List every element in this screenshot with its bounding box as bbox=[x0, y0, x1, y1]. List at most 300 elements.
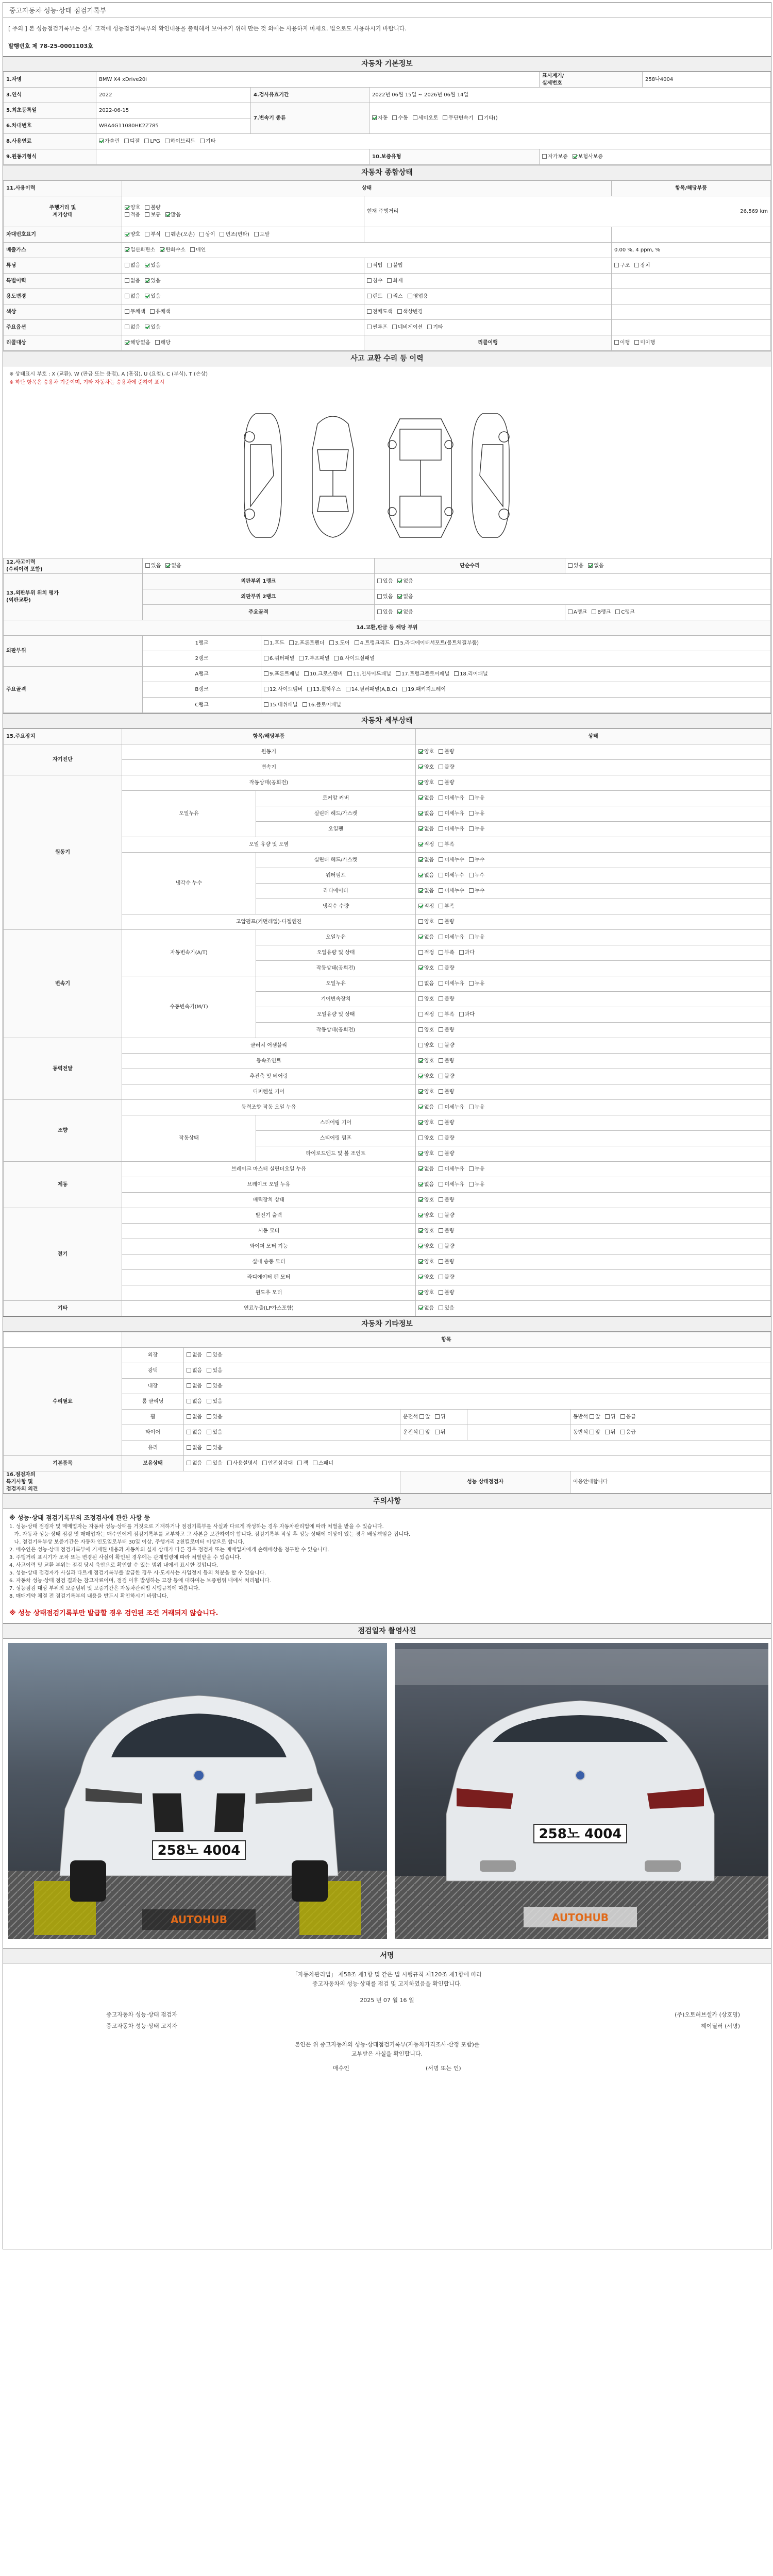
checkbox-option[interactable] bbox=[590, 1414, 600, 1421]
checkbox-option[interactable] bbox=[469, 826, 484, 833]
checkbox-option[interactable] bbox=[443, 115, 473, 122]
checkbox-option[interactable] bbox=[155, 340, 171, 347]
checkbox-option[interactable] bbox=[418, 1104, 434, 1111]
checkbox-icon[interactable] bbox=[419, 1414, 424, 1419]
checkbox-option[interactable] bbox=[418, 1135, 434, 1142]
checkbox-icon[interactable] bbox=[469, 795, 474, 800]
checkbox-option[interactable] bbox=[187, 1460, 202, 1467]
checkbox-icon[interactable] bbox=[402, 687, 407, 691]
checkbox-icon[interactable] bbox=[439, 780, 443, 785]
checkbox-option[interactable] bbox=[588, 563, 603, 570]
checkbox-icon[interactable] bbox=[418, 1074, 423, 1078]
checkbox-option[interactable] bbox=[469, 872, 484, 879]
checkbox-icon[interactable] bbox=[469, 888, 474, 893]
checkbox-icon[interactable] bbox=[418, 1012, 423, 1016]
checkbox-icon[interactable] bbox=[367, 294, 372, 298]
checkbox-option[interactable] bbox=[187, 1414, 202, 1421]
checkbox-option[interactable] bbox=[377, 609, 393, 616]
checkbox-option[interactable] bbox=[439, 795, 464, 802]
checkbox-icon[interactable] bbox=[605, 1430, 610, 1434]
checkbox-option[interactable] bbox=[392, 324, 423, 331]
checkbox-icon[interactable] bbox=[439, 904, 443, 908]
checkbox-icon[interactable] bbox=[303, 702, 307, 707]
checkbox-option[interactable] bbox=[394, 640, 479, 647]
checkbox-icon[interactable] bbox=[313, 1461, 317, 1465]
checkbox-option[interactable] bbox=[227, 1460, 258, 1467]
checkbox-icon[interactable] bbox=[145, 294, 149, 298]
checkbox-icon[interactable] bbox=[418, 996, 423, 1001]
checkbox-option[interactable] bbox=[418, 1027, 434, 1034]
checkbox-option[interactable] bbox=[418, 1058, 434, 1065]
checkbox-option[interactable] bbox=[573, 154, 603, 161]
checkbox-icon[interactable] bbox=[439, 965, 443, 970]
checkbox-option[interactable] bbox=[289, 640, 325, 647]
checkbox-icon[interactable] bbox=[264, 687, 268, 691]
checkbox-icon[interactable] bbox=[418, 935, 423, 939]
checkbox-icon[interactable] bbox=[392, 115, 397, 120]
checkbox-option[interactable] bbox=[418, 1228, 434, 1235]
checkbox-option[interactable] bbox=[367, 262, 382, 269]
checkbox-option[interactable] bbox=[439, 810, 464, 818]
checkbox-icon[interactable] bbox=[418, 1105, 423, 1109]
checkbox-option[interactable] bbox=[439, 1290, 454, 1297]
checkbox-icon[interactable] bbox=[614, 340, 619, 345]
checkbox-icon[interactable] bbox=[125, 232, 129, 236]
checkbox-option[interactable] bbox=[367, 293, 382, 300]
checkbox-icon[interactable] bbox=[418, 1166, 423, 1171]
checkbox-icon[interactable] bbox=[439, 826, 443, 831]
checkbox-icon[interactable] bbox=[469, 857, 474, 862]
checkbox-option[interactable] bbox=[264, 671, 299, 678]
checkbox-icon[interactable] bbox=[614, 263, 619, 267]
checkbox-option[interactable] bbox=[469, 934, 484, 941]
checkbox-icon[interactable] bbox=[418, 1197, 423, 1202]
checkbox-option[interactable] bbox=[124, 138, 140, 145]
checkbox-option[interactable] bbox=[439, 1104, 464, 1111]
checkbox-option[interactable] bbox=[439, 749, 454, 756]
checkbox-icon[interactable] bbox=[207, 1445, 211, 1450]
checkbox-option[interactable] bbox=[439, 1197, 454, 1204]
checkbox-icon[interactable] bbox=[439, 1197, 443, 1202]
checkbox-option[interactable] bbox=[413, 115, 439, 122]
checkbox-option[interactable] bbox=[207, 1445, 222, 1452]
checkbox-icon[interactable] bbox=[200, 139, 205, 143]
checkbox-option[interactable] bbox=[418, 934, 434, 941]
checkbox-option[interactable] bbox=[439, 1243, 454, 1250]
checkbox-icon[interactable] bbox=[459, 950, 464, 955]
checkbox-icon[interactable] bbox=[387, 278, 392, 283]
checkbox-option[interactable] bbox=[435, 1429, 446, 1436]
checkbox-icon[interactable] bbox=[187, 1368, 191, 1372]
checkbox-icon[interactable] bbox=[408, 294, 412, 298]
checkbox-icon[interactable] bbox=[439, 1089, 443, 1094]
checkbox-option[interactable] bbox=[439, 1305, 454, 1312]
checkbox-option[interactable] bbox=[264, 640, 284, 647]
checkbox-option[interactable] bbox=[418, 1197, 434, 1204]
checkbox-option[interactable] bbox=[439, 872, 464, 879]
checkbox-option[interactable] bbox=[634, 340, 655, 347]
checkbox-option[interactable] bbox=[187, 1429, 202, 1436]
checkbox-icon[interactable] bbox=[590, 1414, 594, 1419]
checkbox-icon[interactable] bbox=[605, 1414, 610, 1419]
checkbox-icon[interactable] bbox=[334, 656, 339, 660]
checkbox-option[interactable] bbox=[165, 231, 195, 239]
checkbox-icon[interactable] bbox=[396, 671, 400, 676]
checkbox-icon[interactable] bbox=[190, 247, 195, 252]
checkbox-option[interactable] bbox=[334, 655, 375, 663]
checkbox-option[interactable] bbox=[469, 888, 484, 895]
checkbox-option[interactable] bbox=[634, 262, 650, 269]
checkbox-option[interactable] bbox=[367, 278, 382, 285]
checkbox-icon[interactable] bbox=[418, 811, 423, 816]
checkbox-icon[interactable] bbox=[443, 115, 447, 120]
checkbox-option[interactable] bbox=[165, 138, 195, 145]
checkbox-icon[interactable] bbox=[372, 115, 377, 120]
checkbox-option[interactable] bbox=[145, 563, 161, 570]
checkbox-option[interactable] bbox=[418, 1073, 434, 1080]
checkbox-icon[interactable] bbox=[418, 981, 423, 986]
checkbox-icon[interactable] bbox=[207, 1414, 211, 1419]
checkbox-icon[interactable] bbox=[418, 919, 423, 924]
checkbox-icon[interactable] bbox=[418, 826, 423, 831]
checkbox-icon[interactable] bbox=[125, 263, 129, 267]
checkbox-option[interactable] bbox=[439, 888, 464, 895]
checkbox-option[interactable] bbox=[355, 640, 390, 647]
checkbox-icon[interactable] bbox=[418, 965, 423, 970]
checkbox-option[interactable] bbox=[125, 309, 145, 316]
checkbox-option[interactable] bbox=[347, 671, 391, 678]
checkbox-option[interactable] bbox=[418, 810, 434, 818]
checkbox-option[interactable] bbox=[419, 1429, 430, 1436]
checkbox-option[interactable] bbox=[418, 1181, 434, 1189]
checkbox-icon[interactable] bbox=[469, 981, 474, 986]
checkbox-icon[interactable] bbox=[439, 1290, 443, 1295]
checkbox-option[interactable] bbox=[207, 1429, 222, 1436]
checkbox-icon[interactable] bbox=[435, 1414, 440, 1419]
checkbox-icon[interactable] bbox=[264, 656, 268, 660]
checkbox-icon[interactable] bbox=[588, 563, 593, 568]
checkbox-option[interactable] bbox=[313, 1460, 333, 1467]
checkbox-icon[interactable] bbox=[347, 671, 352, 676]
checkbox-icon[interactable] bbox=[439, 935, 443, 939]
checkbox-icon[interactable] bbox=[377, 609, 382, 614]
checkbox-option[interactable] bbox=[590, 1429, 600, 1436]
checkbox-icon[interactable] bbox=[187, 1383, 191, 1388]
checkbox-icon[interactable] bbox=[165, 232, 170, 236]
checkbox-option[interactable] bbox=[297, 1460, 308, 1467]
checkbox-option[interactable] bbox=[418, 1089, 434, 1096]
checkbox-icon[interactable] bbox=[187, 1430, 191, 1434]
checkbox-icon[interactable] bbox=[264, 640, 268, 645]
checkbox-option[interactable] bbox=[418, 1290, 434, 1297]
checkbox-icon[interactable] bbox=[590, 1430, 594, 1434]
checkbox-icon[interactable] bbox=[187, 1414, 191, 1419]
checkbox-icon[interactable] bbox=[125, 340, 129, 345]
checkbox-icon[interactable] bbox=[418, 765, 423, 769]
checkbox-option[interactable] bbox=[615, 609, 634, 616]
checkbox-option[interactable] bbox=[299, 655, 329, 663]
checkbox-option[interactable] bbox=[125, 278, 140, 285]
checkbox-option[interactable] bbox=[387, 293, 402, 300]
checkbox-icon[interactable] bbox=[634, 263, 639, 267]
checkbox-option[interactable] bbox=[418, 841, 434, 849]
checkbox-icon[interactable] bbox=[299, 656, 304, 660]
checkbox-icon[interactable] bbox=[615, 609, 620, 614]
checkbox-option[interactable] bbox=[402, 686, 446, 693]
checkbox-option[interactable] bbox=[125, 324, 140, 331]
checkbox-icon[interactable] bbox=[367, 278, 372, 283]
checkbox-option[interactable] bbox=[190, 247, 206, 254]
checkbox-option[interactable] bbox=[427, 324, 443, 331]
checkbox-icon[interactable] bbox=[478, 115, 483, 120]
checkbox-icon[interactable] bbox=[469, 811, 474, 816]
checkbox-icon[interactable] bbox=[439, 811, 443, 816]
checkbox-icon[interactable] bbox=[418, 1089, 423, 1094]
checkbox-icon[interactable] bbox=[542, 154, 547, 159]
checkbox-icon[interactable] bbox=[568, 609, 573, 614]
checkbox-icon[interactable] bbox=[418, 1151, 423, 1156]
checkbox-option[interactable] bbox=[418, 1243, 434, 1250]
checkbox-icon[interactable] bbox=[418, 1244, 423, 1248]
checkbox-icon[interactable] bbox=[439, 1306, 443, 1310]
checkbox-icon[interactable] bbox=[392, 325, 397, 329]
checkbox-icon[interactable] bbox=[418, 888, 423, 893]
checkbox-option[interactable] bbox=[418, 1120, 434, 1127]
checkbox-option[interactable] bbox=[397, 309, 423, 316]
checkbox-icon[interactable] bbox=[439, 981, 443, 986]
checkbox-icon[interactable] bbox=[387, 294, 392, 298]
checkbox-option[interactable] bbox=[469, 980, 484, 988]
checkbox-icon[interactable] bbox=[418, 1120, 423, 1125]
checkbox-icon[interactable] bbox=[418, 842, 423, 846]
checkbox-icon[interactable] bbox=[254, 232, 259, 236]
checkbox-icon[interactable] bbox=[187, 1445, 191, 1450]
checkbox-icon[interactable] bbox=[435, 1430, 440, 1434]
checkbox-option[interactable] bbox=[469, 1181, 484, 1189]
checkbox-icon[interactable] bbox=[125, 247, 129, 252]
checkbox-option[interactable] bbox=[396, 671, 449, 678]
checkbox-option[interactable] bbox=[160, 247, 186, 254]
checkbox-icon[interactable] bbox=[165, 139, 170, 143]
checkbox-icon[interactable] bbox=[304, 671, 309, 676]
checkbox-icon[interactable] bbox=[418, 950, 423, 955]
checkbox-option[interactable] bbox=[542, 154, 568, 161]
checkbox-icon[interactable] bbox=[568, 563, 573, 568]
checkbox-icon[interactable] bbox=[187, 1352, 191, 1357]
checkbox-icon[interactable] bbox=[439, 1074, 443, 1078]
checkbox-option[interactable] bbox=[418, 965, 434, 972]
checkbox-option[interactable] bbox=[220, 231, 249, 239]
checkbox-option[interactable] bbox=[568, 563, 583, 570]
checkbox-icon[interactable] bbox=[297, 1461, 302, 1465]
checkbox-option[interactable] bbox=[264, 655, 294, 663]
checkbox-icon[interactable] bbox=[207, 1461, 211, 1465]
checkbox-option[interactable] bbox=[439, 1274, 454, 1281]
checkbox-icon[interactable] bbox=[124, 139, 129, 143]
checkbox-option[interactable] bbox=[469, 1104, 484, 1111]
checkbox-icon[interactable] bbox=[620, 1430, 625, 1434]
checkbox-option[interactable] bbox=[439, 919, 454, 926]
checkbox-option[interactable] bbox=[145, 262, 160, 269]
checkbox-option[interactable] bbox=[307, 686, 341, 693]
checkbox-option[interactable] bbox=[439, 1120, 454, 1127]
checkbox-icon[interactable] bbox=[592, 609, 596, 614]
checkbox-option[interactable] bbox=[408, 293, 428, 300]
checkbox-icon[interactable] bbox=[418, 795, 423, 800]
checkbox-icon[interactable] bbox=[439, 765, 443, 769]
checkbox-icon[interactable] bbox=[439, 1213, 443, 1217]
checkbox-icon[interactable] bbox=[469, 935, 474, 939]
checkbox-option[interactable] bbox=[439, 934, 464, 941]
checkbox-option[interactable] bbox=[469, 795, 484, 802]
checkbox-option[interactable] bbox=[469, 857, 484, 864]
checkbox-icon[interactable] bbox=[439, 1151, 443, 1156]
checkbox-option[interactable] bbox=[418, 1150, 434, 1158]
checkbox-icon[interactable] bbox=[264, 671, 268, 676]
checkbox-icon[interactable] bbox=[264, 702, 268, 707]
checkbox-icon[interactable] bbox=[145, 278, 149, 283]
checkbox-icon[interactable] bbox=[227, 1461, 232, 1465]
checkbox-icon[interactable] bbox=[145, 232, 149, 236]
checkbox-option[interactable] bbox=[439, 996, 454, 1003]
checkbox-option[interactable] bbox=[418, 980, 434, 988]
checkbox-option[interactable] bbox=[439, 950, 454, 957]
checkbox-icon[interactable] bbox=[439, 1244, 443, 1248]
checkbox-icon[interactable] bbox=[329, 640, 334, 645]
checkbox-option[interactable] bbox=[605, 1414, 616, 1421]
checkbox-icon[interactable] bbox=[419, 1430, 424, 1434]
checkbox-icon[interactable] bbox=[397, 579, 402, 583]
checkbox-option[interactable] bbox=[125, 247, 155, 254]
checkbox-icon[interactable] bbox=[346, 687, 350, 691]
checkbox-option[interactable] bbox=[469, 810, 484, 818]
checkbox-option[interactable] bbox=[418, 1305, 434, 1312]
checkbox-option[interactable] bbox=[187, 1383, 202, 1390]
checkbox-option[interactable] bbox=[592, 609, 611, 616]
checkbox-option[interactable] bbox=[439, 779, 454, 787]
checkbox-option[interactable] bbox=[418, 1166, 434, 1173]
checkbox-icon[interactable] bbox=[439, 1228, 443, 1233]
checkbox-option[interactable] bbox=[439, 826, 464, 833]
checkbox-icon[interactable] bbox=[439, 1166, 443, 1171]
checkbox-icon[interactable] bbox=[207, 1368, 211, 1372]
checkbox-icon[interactable] bbox=[418, 857, 423, 862]
checkbox-icon[interactable] bbox=[439, 1043, 443, 1047]
checkbox-option[interactable] bbox=[200, 138, 215, 145]
checkbox-icon[interactable] bbox=[439, 1136, 443, 1140]
checkbox-icon[interactable] bbox=[289, 640, 294, 645]
checkbox-option[interactable] bbox=[145, 293, 160, 300]
checkbox-option[interactable] bbox=[125, 231, 140, 239]
checkbox-option[interactable] bbox=[614, 262, 630, 269]
checkbox-icon[interactable] bbox=[145, 263, 149, 267]
checkbox-icon[interactable] bbox=[207, 1430, 211, 1434]
checkbox-option[interactable] bbox=[187, 1352, 202, 1359]
checkbox-option[interactable] bbox=[367, 324, 388, 331]
checkbox-icon[interactable] bbox=[207, 1399, 211, 1403]
checkbox-icon[interactable] bbox=[160, 247, 164, 252]
checkbox-option[interactable] bbox=[439, 1212, 454, 1219]
checkbox-option[interactable] bbox=[418, 1011, 434, 1019]
checkbox-option[interactable] bbox=[439, 1058, 454, 1065]
checkbox-option[interactable] bbox=[418, 857, 434, 864]
checkbox-icon[interactable] bbox=[418, 780, 423, 785]
checkbox-option[interactable] bbox=[435, 1414, 446, 1421]
checkbox-option[interactable] bbox=[387, 278, 402, 285]
checkbox-option[interactable] bbox=[439, 764, 454, 771]
checkbox-icon[interactable] bbox=[418, 749, 423, 754]
checkbox-option[interactable] bbox=[372, 115, 388, 122]
checkbox-option[interactable] bbox=[439, 841, 454, 849]
checkbox-option[interactable] bbox=[439, 903, 454, 910]
checkbox-icon[interactable] bbox=[439, 1105, 443, 1109]
checkbox-icon[interactable] bbox=[394, 640, 399, 645]
checkbox-icon[interactable] bbox=[439, 888, 443, 893]
checkbox-option[interactable] bbox=[150, 309, 171, 316]
checkbox-option[interactable] bbox=[439, 1166, 464, 1173]
checkbox-option[interactable] bbox=[199, 231, 215, 239]
checkbox-icon[interactable] bbox=[367, 263, 372, 267]
checkbox-option[interactable] bbox=[418, 749, 434, 756]
checkbox-icon[interactable] bbox=[439, 749, 443, 754]
checkbox-option[interactable] bbox=[207, 1414, 222, 1421]
checkbox-option[interactable] bbox=[392, 115, 408, 122]
checkbox-icon[interactable] bbox=[418, 1043, 423, 1047]
checkbox-option[interactable] bbox=[207, 1352, 222, 1359]
checkbox-icon[interactable] bbox=[439, 1275, 443, 1279]
checkbox-option[interactable] bbox=[418, 795, 434, 802]
checkbox-option[interactable] bbox=[439, 857, 464, 864]
checkbox-option[interactable] bbox=[187, 1398, 202, 1405]
checkbox-icon[interactable] bbox=[439, 857, 443, 862]
checkbox-icon[interactable] bbox=[377, 594, 382, 599]
checkbox-icon[interactable] bbox=[427, 325, 432, 329]
checkbox-icon[interactable] bbox=[145, 325, 149, 329]
checkbox-option[interactable] bbox=[469, 1166, 484, 1173]
checkbox-icon[interactable] bbox=[262, 1461, 267, 1465]
checkbox-option[interactable] bbox=[439, 1181, 464, 1189]
checkbox-icon[interactable] bbox=[418, 873, 423, 877]
checkbox-icon[interactable] bbox=[418, 1306, 423, 1310]
checkbox-icon[interactable] bbox=[469, 1182, 474, 1187]
checkbox-icon[interactable] bbox=[439, 873, 443, 877]
checkbox-option[interactable] bbox=[439, 965, 454, 972]
checkbox-option[interactable] bbox=[418, 919, 434, 926]
checkbox-option[interactable] bbox=[439, 980, 464, 988]
checkbox-option[interactable] bbox=[418, 872, 434, 879]
checkbox-icon[interactable] bbox=[418, 904, 423, 908]
checkbox-icon[interactable] bbox=[367, 325, 372, 329]
checkbox-icon[interactable] bbox=[387, 263, 392, 267]
checkbox-icon[interactable] bbox=[459, 1012, 464, 1016]
checkbox-icon[interactable] bbox=[439, 996, 443, 1001]
checkbox-icon[interactable] bbox=[207, 1352, 211, 1357]
checkbox-option[interactable] bbox=[207, 1398, 222, 1405]
checkbox-icon[interactable] bbox=[220, 232, 224, 236]
checkbox-option[interactable] bbox=[264, 686, 303, 693]
checkbox-icon[interactable] bbox=[418, 1275, 423, 1279]
checkbox-option[interactable] bbox=[418, 1274, 434, 1281]
checkbox-option[interactable] bbox=[418, 903, 434, 910]
checkbox-option[interactable] bbox=[418, 950, 434, 957]
checkbox-option[interactable] bbox=[397, 578, 413, 585]
checkbox-option[interactable] bbox=[459, 1011, 475, 1019]
checkbox-icon[interactable] bbox=[413, 115, 417, 120]
checkbox-icon[interactable] bbox=[418, 1182, 423, 1187]
checkbox-option[interactable] bbox=[418, 1212, 434, 1219]
checkbox-option[interactable] bbox=[439, 1228, 454, 1235]
checkbox-icon[interactable] bbox=[155, 340, 160, 345]
